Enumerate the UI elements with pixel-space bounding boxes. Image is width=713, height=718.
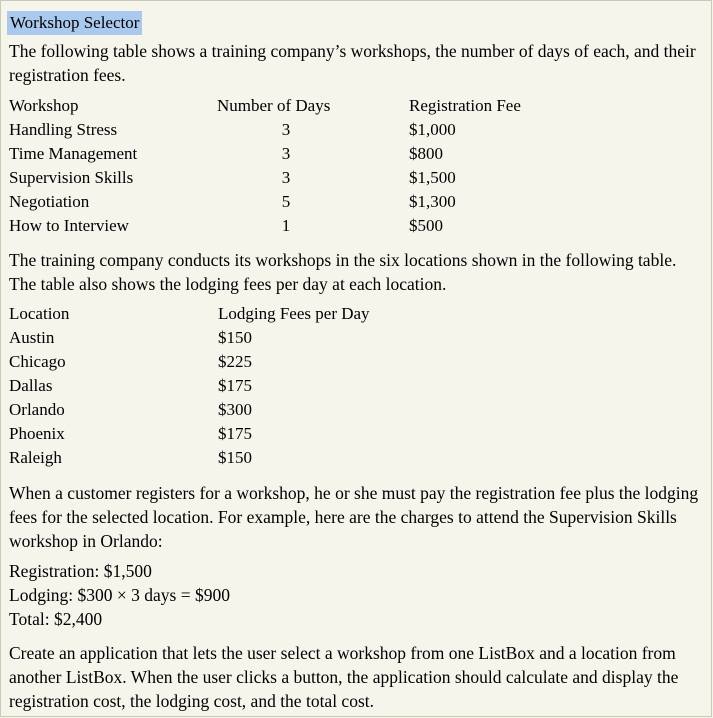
table-row [9, 142, 699, 166]
header-fee: Registration Fee [409, 96, 521, 115]
location-fee: $225 [218, 352, 252, 371]
header-workshop: Workshop [9, 96, 79, 115]
table-row [9, 326, 699, 350]
table-row [9, 422, 699, 446]
table-row [9, 118, 699, 142]
workshops-header-row [9, 94, 699, 118]
workshop-name: Supervision Skills [9, 168, 134, 187]
workshop-days: 1 [281, 216, 291, 235]
location-name: Orlando [9, 400, 65, 419]
location-fee: $175 [218, 376, 252, 395]
table-row [9, 398, 699, 422]
intro-paragraph-workshops: The following table shows a training company’s workshops, the number of days of each, and their registration fees. [9, 41, 696, 85]
location-fee: $150 [218, 328, 252, 347]
table-row [9, 214, 699, 238]
table-row [9, 374, 699, 398]
intro-paragraph-charges: When a customer registers for a workshop, he or she must pay the registration fee plus the lodging fees for the selected location. For example, here are the charges to attend the Supervision Skills workshop in Orlando: [9, 483, 699, 551]
workshop-days: 5 [281, 192, 291, 211]
exercise-title: Workshop Selector [7, 11, 142, 35]
table-row [9, 166, 699, 190]
location-name: Dallas [9, 376, 53, 395]
instructions-paragraph: Create an application that lets the user select a workshop from one ListBox and a location from another ListBox. When the user clicks a button, the application should calculate and display the registration cost, the lodging cost, and the total cost. [9, 643, 679, 711]
workshop-name: Negotiation [9, 192, 90, 211]
table-row [9, 350, 699, 374]
header-days: Number of Days [217, 96, 331, 115]
workshop-days: 3 [281, 144, 291, 163]
table-row [9, 190, 699, 214]
workshop-name: Handling Stress [9, 120, 118, 139]
workshop-name: Time Management [9, 144, 138, 163]
location-name: Austin [9, 328, 55, 347]
locations-header-row [9, 302, 699, 326]
workshop-fee: $1,500 [409, 168, 456, 187]
intro-paragraph-locations: The training company conducts its workshops in the six locations shown in the following table. The table also shows the lodging fees per day at each location. [9, 250, 677, 294]
workshop-days: 3 [281, 168, 291, 187]
workshop-fee: $1,300 [409, 192, 456, 211]
location-fee: $175 [218, 424, 252, 443]
table-row [9, 446, 699, 470]
example-registration: Registration: $1,500 [9, 561, 152, 581]
workshop-fee: $800 [409, 144, 443, 163]
example-lodging: Lodging: $300 × 3 days = $900 [9, 585, 230, 605]
location-fee: $300 [218, 400, 252, 419]
workshop-name: How to Interview [9, 216, 129, 235]
header-lodging: Lodging Fees per Day [218, 304, 370, 323]
workshop-fee: $500 [409, 216, 443, 235]
location-name: Raleigh [9, 448, 62, 467]
location-fee: $150 [218, 448, 252, 467]
workshop-fee: $1,000 [409, 120, 456, 139]
header-location: Location [9, 304, 70, 323]
workshop-days: 3 [281, 120, 291, 139]
location-name: Chicago [9, 352, 66, 371]
example-total: Total: $2,400 [9, 609, 103, 629]
location-name: Phoenix [9, 424, 65, 443]
